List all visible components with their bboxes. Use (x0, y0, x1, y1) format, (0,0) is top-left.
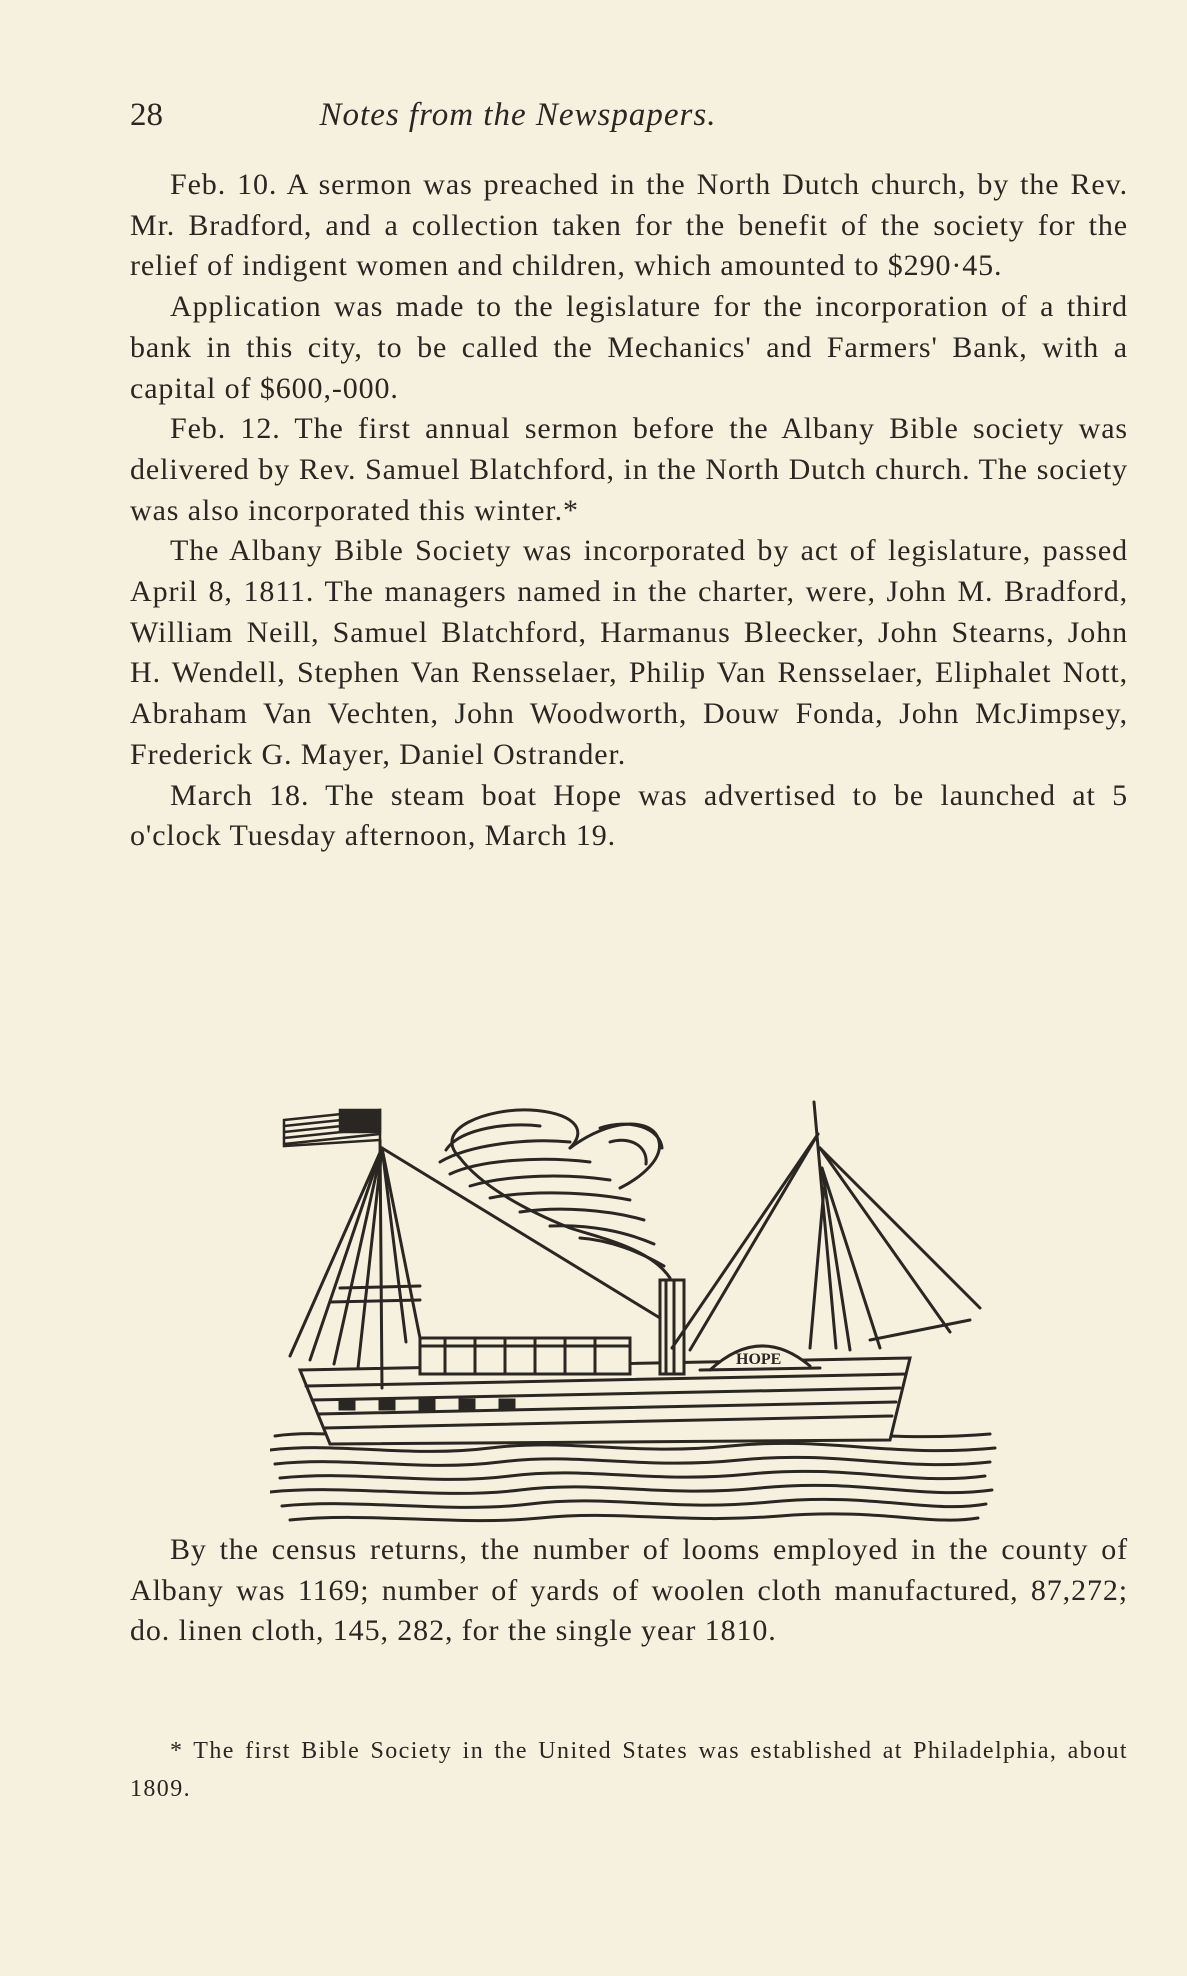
paragraph-march-18: March 18. The steam boat Hope was advertised to be launched at 5 o'clock Tuesday afternoon, March 19. (130, 778, 1128, 853)
running-head: Notes from the Newspapers. (319, 97, 717, 133)
main-text (130, 165, 1128, 857)
paragraph-feb-12: Feb. 12. The first annual sermon before the Albany Bible society was delivered by Rev. Samuel Blatchford, in the North Dutch church. The society was also incorporated this winter.* (130, 412, 1128, 527)
page-number: 28 (130, 97, 163, 133)
paragraph-bank-application: Application was made to the legislature for the incorporation of a third bank in this city, to be called the Mechanics' and Farmers' Bank, with a capital of $600,-000. (130, 290, 1128, 405)
smokestack (660, 1280, 684, 1374)
boat-name-label: HOPE (736, 1351, 782, 1368)
steamboat-woodcut (270, 1088, 1000, 1528)
flag (284, 1110, 380, 1146)
right-mast (672, 1102, 980, 1350)
census-text (130, 1530, 1128, 1652)
paragraph-feb-10: Feb. 10. A sermon was preached in the North Dutch church, by the Rev. Mr. Bradford, and a collection taken for the benefit of the society for the relief of indigent women and children, which amounted to $290·45. (130, 168, 1128, 283)
footnote-text: * The first Bible Society in the United States was established at Philadelphia, about 1809. (130, 1738, 1128, 1802)
footnote (130, 1732, 1128, 1808)
paragraph-census: By the census returns, the number of looms employed in the county of Albany was 1169; number of yards of woolen cloth manufactured, 87,272; do. linen cloth, 145, 282, for the single year 1810. (130, 1533, 1128, 1648)
page-header (130, 95, 866, 135)
paragraph-bible-society: The Albany Bible Society was incorporated by act of legislature, passed April 8, 1811. The managers named in the charter, were, John M. Bradford, William Neill, Samuel Blatchford, Harmanus Bleecker, John Stearns, John H. Wendell, Stephen Van Rensselaer, Philip Van Rensselaer, Eliphalet Nott, Abraham Van Vechten, John Woodworth, Douw Fonda, John McJimpsey, Frederick G. Mayer, Daniel Ostrander. (130, 534, 1128, 771)
steamboat-illustration (270, 1088, 1000, 1528)
